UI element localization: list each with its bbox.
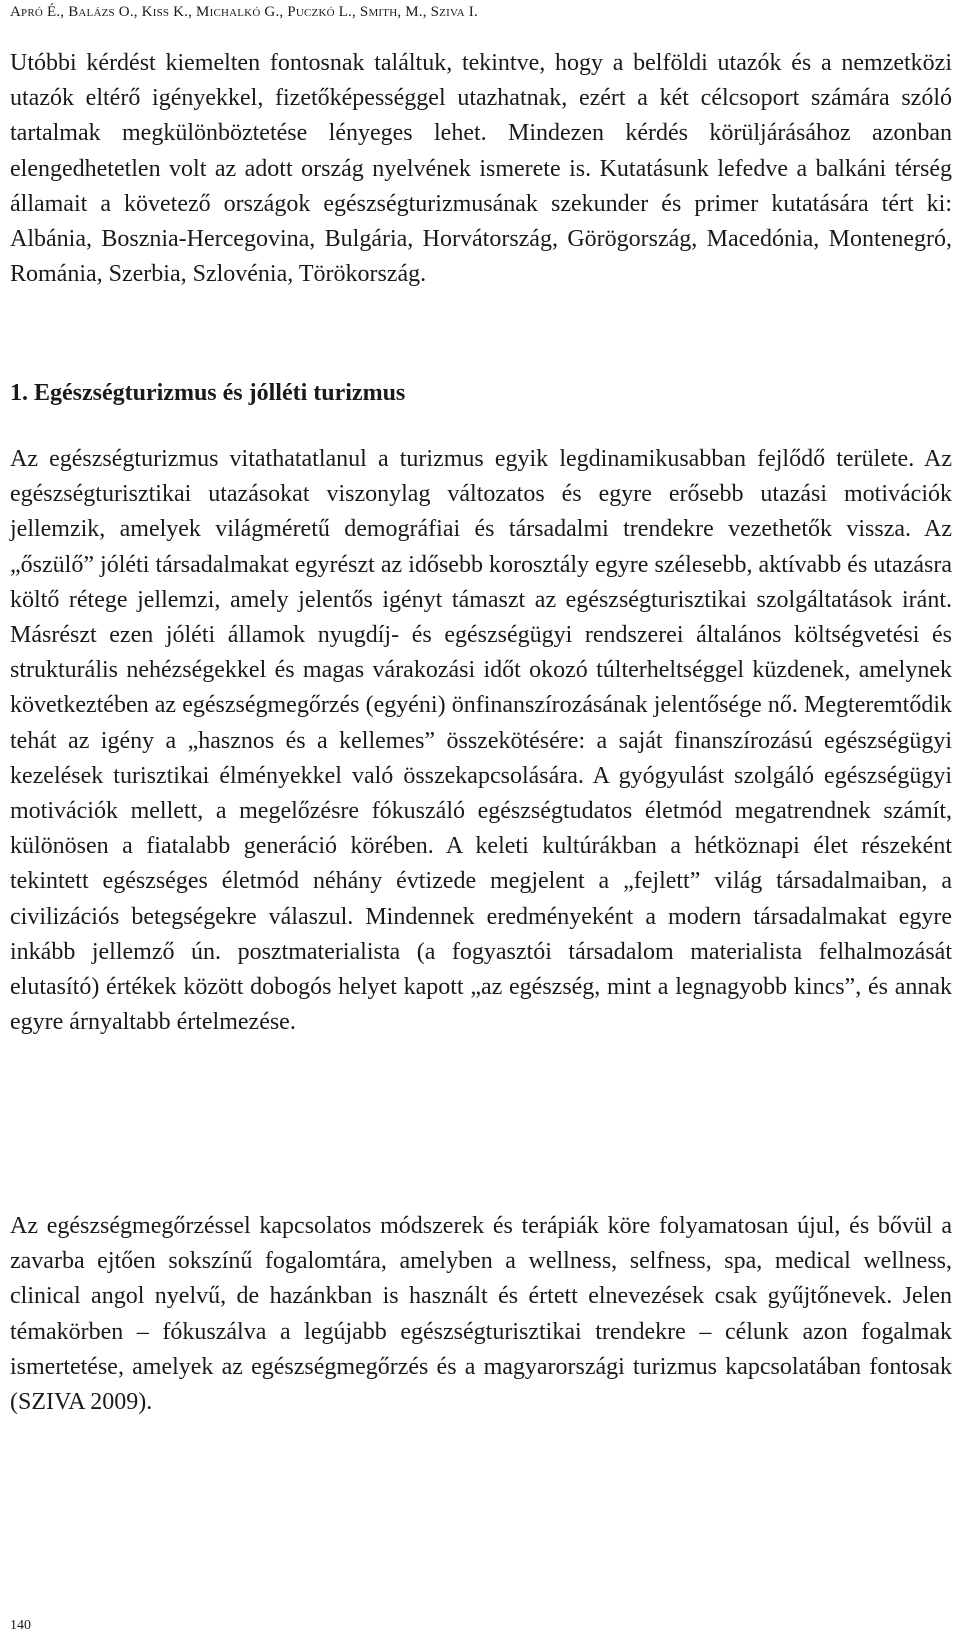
page-number: 140 [10,1618,31,1633]
running-header: Apró É., Balázs O., Kiss K., Michalkó G., Puczkó L., Smith, M., Sziva I. [10,4,478,20]
intro-paragraph: Utóbbi kérdést kiemelten fontosnak találtuk, tekintve, hogy a belföldi utazók és a nemzetközi utazók eltérő igényekkel, fizetőképességgel utazhatnak, ezért a két célcsoport számára szóló tartalmak megkülönböztetése lényeges lehet. Mindezen kérdés körüljárásához azonban elengedhetetlen volt az adott ország nyelvének ismerete is. Kutatásunk lefedve a balkáni térség államait a követező országok egészségturizmusának szekunder és primer kutatására tért ki: Albánia, Bosznia-Hercegovina, Bulgária, Horvátország, Görögország, Macedónia, Montenegró, Románia, Szerbia, Szlovénia, Törökország. [10,50,952,288]
section-heading: 1. Egészségturizmus és jólléti turizmus [10,380,406,406]
section-paragraph-2: Az egészségmegőrzéssel kapcsolatos módszerek és terápiák köre folyamatosan újul, és bővül a zavarba ejtően sokszínű fogalomtára, amelyben a wellness, selfness, spa, medical wellness, clinical angol nyelvű, de hazánkban is használt és értett elnevezések csak gyűjtőnevek. Jelen témakörben – fókuszálva a legújabb egészségturisztikai trendekre – célunk azon fogalmak ismertetése, amelyek az egészségmegőrzés és a magyarországi turizmus kapcsolatában fontosak (SZIVA 2009). [10,1213,952,1416]
section-paragraph-1: Az egészségturizmus vitathatatlanul a turizmus egyik legdinamikusabban fejlődő területe. Az egészségturisztikai utazásokat viszonylag változatos és egyre erősebb utazási motivációk jellemzik, amelyek világméretű demográfiai és társadalmi trendekre vezethetők vissza. Az „őszülő” jóléti társadalmakat egyrészt az idősebb korosztály egyre szélesebb, aktívabb és utazásra költő rétege jellemzi, amely jelentős igényt támaszt az egészségturisztikai szolgáltatások iránt. Másrészt ezen jóléti államok nyugdíj- és egészségügyi rendszerei általános költségvetési és strukturális nehézségekkel és magas várakozási időt okozó túlterheltséggel küzdenek, amelynek következtében az egészségmegőrzés (egyéni) önfinanszírozásának jelentősége nő. Megteremtődik tehát az igény a „hasznos és a kellemes” összekötésére: a saját finanszírozású egészségügyi kezelések turisztikai élményekkel való összekapcsolására. A gyógyulást szolgáló egészségügyi motivációk mellett, a megelőzésre fókuszáló egészségtudatos életmód megatrendnek számít, különösen a fiatalabb generáció körében. A keleti kultúrákban a hétköznapi élet részeként tekintett egészséges életmód néhány évtizede megjelent a „fejlett” világ társadalmaiban, a civilizációs betegségekre válaszul. Mindennek eredményeként a modern társadalmakat egyre inkább jellemző ún. posztmaterialista (a fogyasztói társadalom materialista felhalmozását elutasító) értékek között dobogós helyet kapott „az egészség, mint a legnagyobb kincs”, és annak egyre árnyaltabb értelmezése. [10,446,952,1036]
